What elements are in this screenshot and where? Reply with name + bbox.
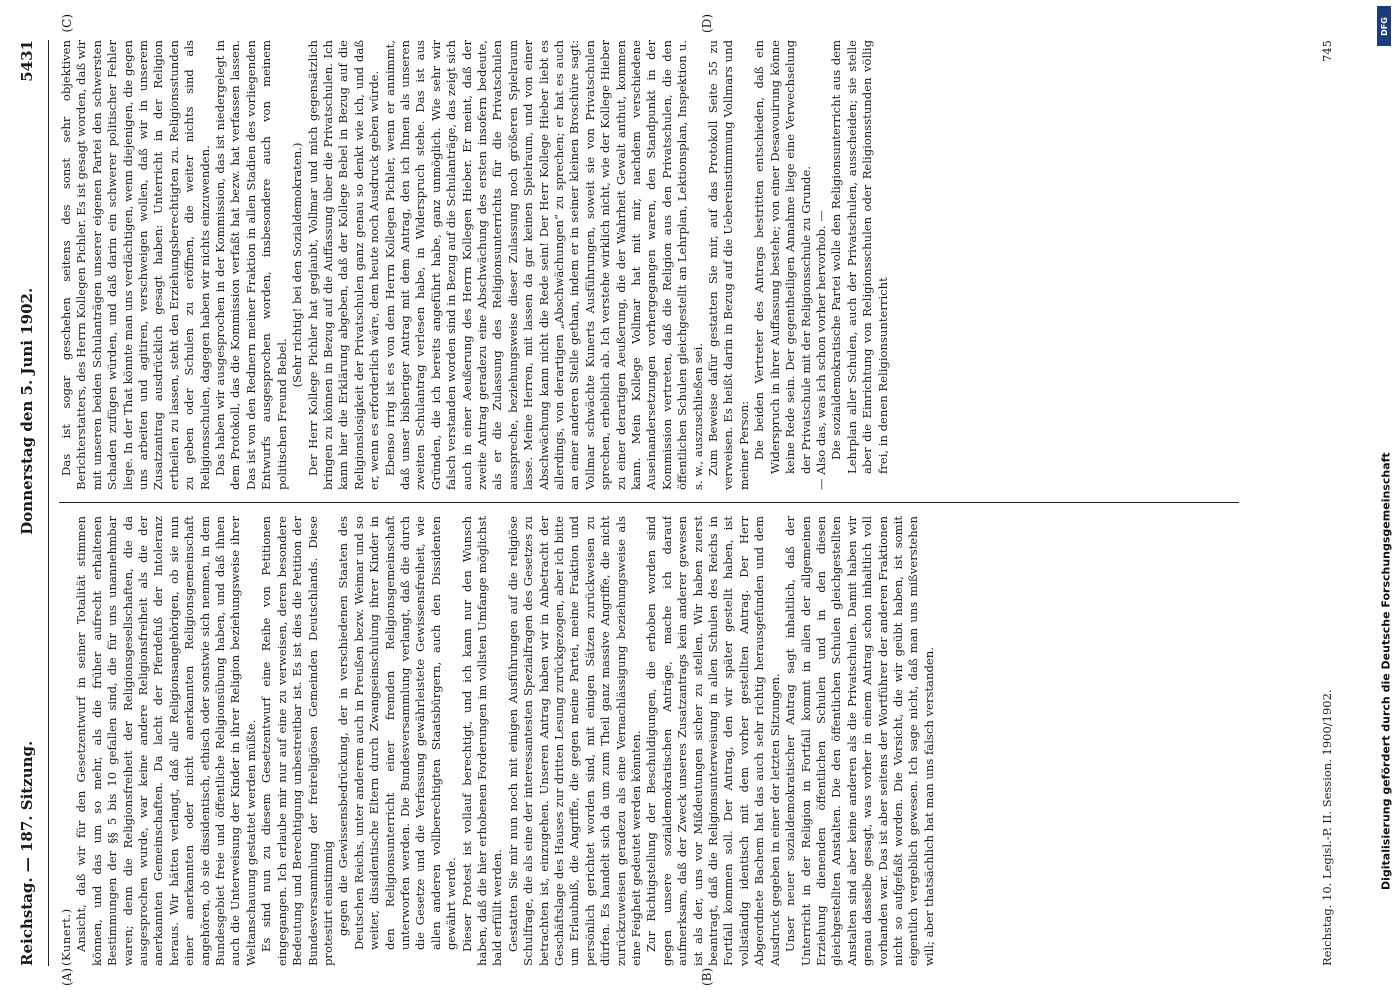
digitization-credit: Digitalisierung gefördert durch die Deutsche Forschungsgemeinschaft xyxy=(1380,452,1393,890)
margin-marker-b: (B) xyxy=(700,967,714,986)
right-column xyxy=(59,40,1239,490)
margin-marker-d: (D) xyxy=(700,14,714,33)
header-date: Donnerstag den 5. Juni 1902. xyxy=(18,287,36,535)
column-divider xyxy=(59,502,1239,503)
header-left: Reichstag. — 187. Sitzung. xyxy=(18,740,36,966)
paragraph: Ebenso irrig ist es von dem Herrn Kollegen Pichler, wenn er annimmt, daß unser bisheriger Antrag mit dem Antrag, den ich Ihnen als unseren zweiten Schulantrag verlesen habe, in Widerspruch stehe. Das ist aus Gründen, die ich bereits angeführt habe, ganz unmöglich. Wie sehr wir falsch verstanden worden sind in Bezug auf die Schulanträge, das zeigt sich auch in einer Aeußerung des Herrn Kollegen Hieber. Er meint, daß der zweite Antrag geradezu eine Abschwächung des ersten insofern bedeute, als er die Zulassung des Religionsunterrichts für die Privatschulen ausspreche, beziehungsweise dieser Zulassung noch größeren Spielraum lasse. Meine Herren, mit lassen da gar keinen Spielraum, und von einer Abschwächung kann nicht die Rede sein! Der Herr Kollege Hieber liebt es allerdings, von derartigen „Abschwächungen“ zu sprechen; er hat es auch an einer anderen Stelle gethan, indem er in seiner kleinen Broschüre sagt: Vollmar schwächte Kunerts Ausführungen, soweit sie von Privatschulen sprechen, erheblich ab. Ich verstehe wirklich nicht, wie der Kollege Hieber zu einer derartigen Aeußerung, die der Wahrheit Gewalt anthut, kommen kann. Mein Kollege Vollmar hat mit mir, nachdem verschiedene Auseinandersetzungen vorhergegangen waren, den Standpunkt in der Kommission vertreten, daß die Religion aus den Privatschulen, die den öffentlichen Schulen gleichgestellt an Lehrplan, Lektionsplan, Inspektion u. s. w., auszuschließen sei. xyxy=(382,40,705,490)
paragraph: Der Herr Kollege Pichler hat geglaubt, Vollmar und mich gegensätzlich bringen zu können in Bezug auf die Auffassung über die Privatschulen. Ich kann hier die Erklärung abgeben, daß der Kollege Bebel in Bezug auf die Religionslosigkeit der Privatschulen ganz genau so denkt wie ich, und daß er, wenn es erforderlich wäre, dem heute noch Ausdruck geben würde. xyxy=(305,40,382,490)
paragraph: Das ist sogar geschehen seitens des sonst sehr objektiven Berichterstatters, des Herrn Kollegen Pichler. Es ist gesagt worden, daß wir mit unseren beiden Schulanträgen unserer eigenen Partei den schwersten Schaden zufügen würden, und daß darin ein schwerer politischer Fehler liege. In der That könnte man uns verdächtigen, wenn diejenigen, die gegen uns arbeiten und agitiren, verschweigen wollen, daß wir in unserem Zusatzantrag ausdrücklich gesagt haben: Unterricht in der Religion ertheilen zu lassen, steht den Erziehungsberechtigten zu. Religionsstunden zu geben oder Schulen zu eröffnen, die weiter nichts sind als Religionsschulen, dagegen haben wir nichts einzuwenden. xyxy=(59,40,212,490)
page-footer xyxy=(1320,40,1334,966)
margin-marker-a: (A) xyxy=(60,967,74,986)
paragraph: Zum Beweise dafür gestatten Sie mir, auf das Protokoll Seite 55 zu verweisen. Es heißt darin in Bezug auf die Uebereinstimmung Vollmars und meiner Person: xyxy=(706,40,751,490)
speaker-name: (Kunert.) xyxy=(59,908,73,966)
quoted-protocol: Die beiden Vertreter des Antrags bestritten entschieden, daß ein Widerspruch in ihrer Auffassung bestehe; von einer Desavouirung könne keine Rede sein. Der gegentheiligen Annahme liege eine Verwechselung der Privatschule mit der Religionsschule zu Grunde. xyxy=(752,40,813,474)
dfg-logo: DFG xyxy=(1377,6,1391,46)
paragraph: Unser neuer sozialdemokratischer Antrag sagt inhaltlich, daß der Unterricht in der Religion in Fortfall kommt in allen der allgemeinen Erziehung dienenden öffentlichen Schulen und in den diesen gleichgestellten Anstalten. Die den öffentlichen Schulen gleichgestellten Anstalten sind aber keine anderen als die Privatschulen. Damit haben wir genau dasselbe gesagt, was vorher in einem Antrag schon inhaltlich voll vorhanden war. Das ist aber seitens der Wortführer der anderen Fraktionen nicht so aufgefaßt worden. Die Vorsicht, die wir geübt haben, ist somit eigentlich vergeblich gewesen. Ich sage nicht, daß man uns mißverstehen will; aber thatsächlich hat man uns falsch verstanden. xyxy=(783,516,936,966)
quoted-petition: gegen die Gewissensbedrückung, der in verschiedenen Staaten des Deutschen Reichs, unter anderem auch in Preußen bezw. Weimar und so weiter, dissidentische Eltern durch Zwangseinschulung ihrer Kinder in den Religionsunterricht einer fremden Religionsgemeinschaft unterworfen werden. Die Bundesversammlung verlangt, daß die durch die Gesetze und die Verfassung gewährleistete Gewissensfreiheit, wie allen anderen vollberechtigten Staatsbürgern, auch den Dissidenten gewährt werde. xyxy=(336,516,459,950)
page-header xyxy=(18,40,49,966)
left-column xyxy=(59,516,1239,966)
footer-session: Reichstag. 10. Legisl.-P. II. Session. 1900/1902. xyxy=(1320,689,1334,966)
paragraph: Ansicht, daß wir für den Gesetzentwurf in seiner Totalität stimmen können, und das um so mehr, als die früher aufrecht erhaltenen Bestimmungen der §§ 5 bis 10 gefallen sind, die für uns unannehmbar waren; denn die Religionsfreiheit der Religionsgesellschaften, die da ausgesprochen wurde, war keine andere Religionsfreiheit als die der anerkannten Gemeinschaften. Da lacht der Pferdefuß der Intoleranz heraus. Wir hätten verlangt, daß alle Religionsangehörigen, ob sie nun einer anerkannten oder nicht anerkannten Religionsgemeinschaft angehören, ob sie dissidentisch, ethisch oder sonstwie sich nennen, in dem Bundesgebiet freie und öffentliche Religionsübung haben, und daß ihnen auch die Unterweisung der Kinder in ihrer Religion beziehungsweise ihrer Weltanschauung gestattet werden müßte. xyxy=(74,516,258,966)
paragraph: Es sind nun zu diesem Gesetzentwurf eine Reihe von Petitionen eingegangen. Ich erlaube mir nur auf eine zu verweisen, deren besondere Bedeutung und Berechtigung unbestreitbar ist. Es ist dies die Petition der Bundesversammlung der freireligiösen Gemeinden Deutschlands. Diese protestirt einstimmig xyxy=(259,516,335,966)
text-columns xyxy=(59,40,1239,966)
paragraph: Das haben wir ausgesprochen in der Kommission, das ist niedergelegt in dem Protokoll, das die Kommission verfaßt hat bezw. hat verfassen lassen. Das ist von den Rednern meiner Fraktion in allen Stadien des vorliegenden Entwurfs ausgesprochen worden, insbesondere auch von meinem politischen Freund Bebel. xyxy=(213,40,289,490)
page-number: 5431 xyxy=(18,40,36,82)
digitization-credit-strip xyxy=(1373,0,1395,1000)
quoted-protocol: Die sozialdemokratische Partei wolle den Religionsunterricht aus dem Lehrplan aller Schulen, auch der Privatschulen, ausscheiden; sie stelle aber die Einrichtung von Religionsschulen oder Religionsstunden völlig frei, in denen Religionsunterricht xyxy=(829,40,890,474)
paragraph: Zur Richtigstellung der Beschuldigungen, die erhoben worden sind gegen unsere sozialdemokratischen Anträge, mache ich darauf aufmerksam, daß der Zweck unseres Zusatzantrags kein anderer gewesen ist als der, uns vor Mißdeutungen sicher zu stellen. Wir haben zuerst beantragt, daß die Religionsunterweisung in allen Schulen des Reichs in Fortfall kommen soll. Der Antrag, den wir später gestellt haben, ist vollständig identisch mit dem vorher gestellten Antrag. Der Herr Abgeordnete Bachem hat das auch sehr richtig herausgefunden und dem Ausdruck gegeben in einer der letzten Sitzungen. xyxy=(644,516,782,966)
interjection: (Sehr richtig! bei den Sozialdemokraten.) xyxy=(290,142,305,388)
margin-marker-c: (C) xyxy=(60,14,74,33)
paragraph: Dieser Protest ist vollauf berechtigt, und ich kann nur den Wunsch haben, daß die hier erhobenen Forderungen im vollsten Umfange möglichst bald erfüllt werden. xyxy=(459,516,505,966)
footer-sheet-number: 745 xyxy=(1320,40,1334,62)
aside: — Also das, was ich schon vorher hervorhob. — xyxy=(813,210,828,490)
paragraph: Gestatten Sie mir nun noch mit einigen Ausführungen auf die religiöse Schulfrage, die als eine der interessantesten Spezialfragen des Gesetzes zu betrachten ist, einzugehen. Unseren Antrag haben wir in Anbetracht der Geschäftslage des Hauses zur dritten Lesung zurückgezogen, aber ich bitte um Erlaubniß, die Angriffe, die gegen meine Partei, meine Fraktion und persönlich gerichtet worden sind, mit einigen Sätzen zurückweisen zu dürfen. Es handelt sich da um zum Theil ganz massive Angriffe, die nicht zurückzuweisen geradezu als eine Vernachlässigung beziehungsweise als eine Feigheit gedeutet werden könnten. xyxy=(505,516,644,966)
